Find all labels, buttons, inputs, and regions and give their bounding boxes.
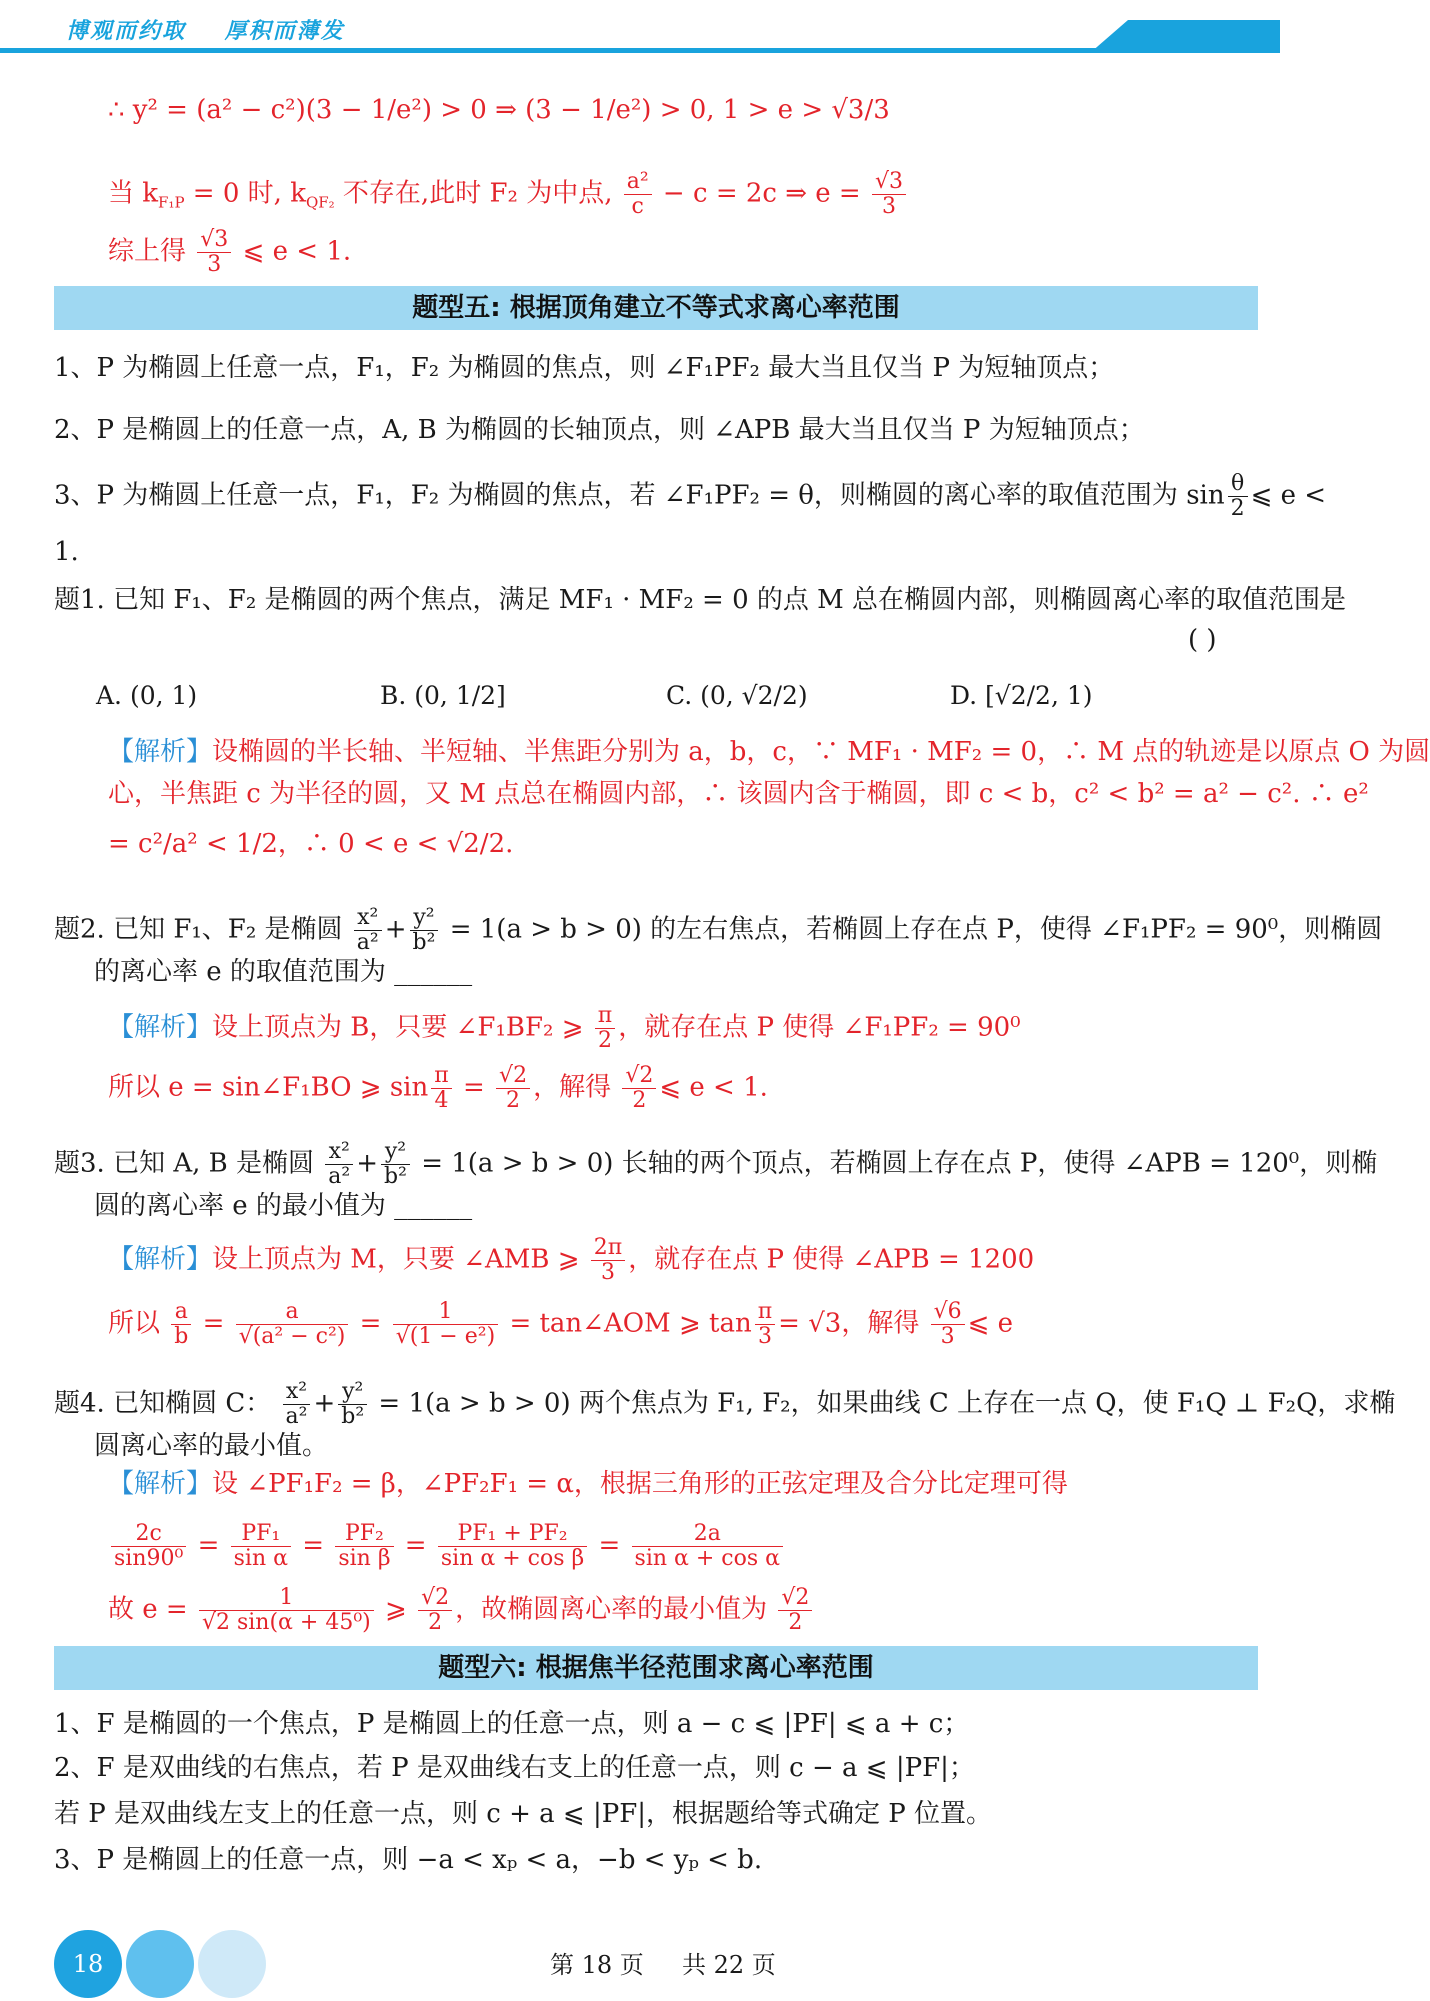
header-tab	[1090, 20, 1280, 53]
s6-point-2: 2、F 是双曲线的右焦点，若 P 是双曲线右支上的任意一点，则 c − a ⩽ |PF|；	[54, 1753, 975, 1783]
header-rule	[0, 48, 1280, 53]
section-5-banner: 题型五: 根据顶角建立不等式求离心率范围	[54, 286, 1258, 330]
q1-answer-paren: ( )	[1188, 625, 1217, 655]
q2-stem-2: 的离心率 e 的取值范围为 ______	[94, 957, 473, 987]
s5-point-3-cont: 1.	[54, 537, 79, 567]
q4-stem-2: 圆离心率的最小值。	[94, 1431, 329, 1461]
q3-stem-1: 题3. 已知 A, B 是椭圆 $\frac{\text{x²}}{\text{a²}}$ + $\frac{\text{y²}}{\text{b²}}$ = 1(a > b > 0) 长轴的两个顶点，若椭圆上存在点 P，使得 ∠APB = 120⁰，则椭	[54, 1139, 1378, 1189]
q2-stem-1: 题2. 已知 F₁、F₂ 是椭圆 $\frac{\text{x²}}{\text{a²}}$ + $\frac{\text{y²}}{\text{b²}}$ = 1(a > b > 0) 的左右焦点，若椭圆上存在点 P，使得 ∠F₁PF₂ = 90⁰，则椭圆	[54, 905, 1383, 955]
s6-point-1: 1、F 是椭圆的一个焦点，P 是椭圆上的任意一点，则 a − c ⩽ |PF| ⩽ a + c；	[54, 1709, 970, 1739]
q1-option-a: A. (0, 1)	[96, 681, 198, 710]
q4-analysis-2: $\frac{2c}{\text{sin90⁰}}$ = $\frac{\text{PF₁}}{\text{sin α}}$ = $\frac{\text{PF₂}}{\text{sin β}}$ = $\frac{\text{PF₁ + PF₂}}{\text{sin α + cos β}}$ = $\frac{2a}{\text{sin α + cos α}}$	[108, 1522, 786, 1571]
q2-analysis-2: 所以 e = sin∠F₁BO ⩾ sin $\frac{\pi}{4}$ = $\frac{√2}{2}$ ，解得 $\frac{√2}{2}$ ⩽ e < 1.	[108, 1063, 768, 1113]
s6-point-3: 3、P 是椭圆上的任意一点，则 −a < xₚ < a，−b < yₚ < b.	[54, 1845, 763, 1875]
footer-circle-3	[198, 1930, 266, 1998]
top-line-3: 综上得 $\frac{√3}{3}$ ⩽ e < 1.	[108, 227, 352, 277]
q4-analysis-3: 故 e = $\frac{1}{\text{√2 sin(α + 45⁰)}}$ ⩾ $\frac{√2}{2}$ ，故椭圆离心率的最小值为 $\frac{√2}{2}$	[108, 1586, 815, 1635]
s5-point-1: 1、P 为椭圆上任意一点，F₁，F₂ 为椭圆的焦点，则 ∠F₁PF₂ 最大当且仅当 P 为短轴顶点；	[54, 353, 1115, 383]
q2-analysis-1: 【解析】设上顶点为 B，只要 ∠F₁BF₂ ⩾ $\frac{\pi}{2}$ ，就存在点 P 使得 ∠F₁PF₂ = 90⁰	[108, 1003, 1021, 1053]
q4-analysis-1: 【解析】设 ∠PF₁F₂ = β，∠PF₂F₁ = α，根据三角形的正弦定理及合分比定理可得	[108, 1469, 1068, 1499]
q1-stem: 题1. 已知 F₁、F₂ 是椭圆的两个焦点，满足 MF₁ · MF₂ = 0 的点 M 总在椭圆内部，则椭圆离心率的取值范围是	[54, 585, 1347, 615]
section-6-banner: 题型六: 根据焦半径范围求离心率范围	[54, 1646, 1258, 1690]
page-header	[0, 0, 1280, 62]
top-line-2: 当 $k_{F_1P} = 0$ 时, $k_{QF_2}$ 不存在,此时 F₂ 为中点, $\frac{\text{a²}}{c}$ − c = 2c ⇒ e = $\frac{√3}{3}$	[108, 170, 909, 221]
q1-analysis-3: = c²/a² < 1/2，∴ 0 < e < √2/2.	[108, 829, 514, 859]
s5-point-3: 3、P 为椭圆上任意一点，F₁，F₂ 为椭圆的焦点，若 ∠F₁PF₂ = θ，则椭圆的离心率的取值范围为 sin $\frac{\theta}{2}$ ⩽ e <	[54, 471, 1327, 521]
top-line-1: ∴ y² = (a² − c²)(3 − 1/e²) > 0 ⇒ (3 − 1/e²) > 0, 1 > e > √3/3	[108, 95, 890, 125]
q3-analysis-2: 所以 $\frac{a}{b}$ = $\frac{a}{\text{√(a² − c²)}}$ = $\frac{1}{\text{√(1 − e²)}}$ = tan∠AOM ⩾ tan $\frac{\pi}{3}$ = √3，解得 $\frac{√6}{3}$ ⩽ e	[108, 1299, 1014, 1349]
footer-circle-2	[126, 1930, 194, 1998]
q1-analysis-1: 【解析】设椭圆的半长轴、半短轴、半焦距分别为 a，b，c，∵ MF₁ · MF₂ = 0，∴ M 点的轨迹是以原点 O 为圆	[108, 737, 1430, 767]
footer-page-label: 第 18 页 共 22 页	[550, 1951, 776, 1979]
footer-page-number: 18	[54, 1930, 122, 1998]
header-motto: 博观而约取 厚积而薄发	[66, 19, 345, 44]
q1-option-d: D. [√2/2, 1)	[950, 681, 1093, 710]
q1-analysis-2: 心，半焦距 c 为半径的圆，又 M 点总在椭圆内部，∴ 该圆内含于椭圆，即 c < b，c² < b² = a² − c². ∴ e²	[108, 779, 1369, 809]
q3-analysis-1: 【解析】设上顶点为 M，只要 ∠AMB ⩾ $\frac{2\pi}{3}$ ，就存在点 P 使得 ∠APB = 1200	[108, 1235, 1035, 1285]
q1-option-c: C. (0, √2/2)	[666, 681, 808, 710]
s5-point-2: 2、P 是椭圆上的任意一点，A, B 为椭圆的长轴顶点，则 ∠APB 最大当且仅当 P 为短轴顶点；	[54, 415, 1145, 445]
s6-point-2-cont: 若 P 是双曲线左支上的任意一点，则 c + a ⩽ |PF|，根据题给等式确定 P 位置。	[54, 1799, 993, 1829]
q3-stem-2: 圆的离心率 e 的最小值为 ______	[94, 1191, 473, 1221]
q1-option-b: B. (0, 1/2]	[380, 681, 506, 710]
q4-stem-1: 题4. 已知椭圆 C： $\frac{\text{x²}}{\text{a²}}$ + $\frac{\text{y²}}{\text{b²}}$ = 1(a > b > 0) 两个焦点为 F₁, F₂，如果曲线 C 上存在一点 Q，使 F₁Q ⊥ F₂Q，求椭	[54, 1379, 1396, 1429]
